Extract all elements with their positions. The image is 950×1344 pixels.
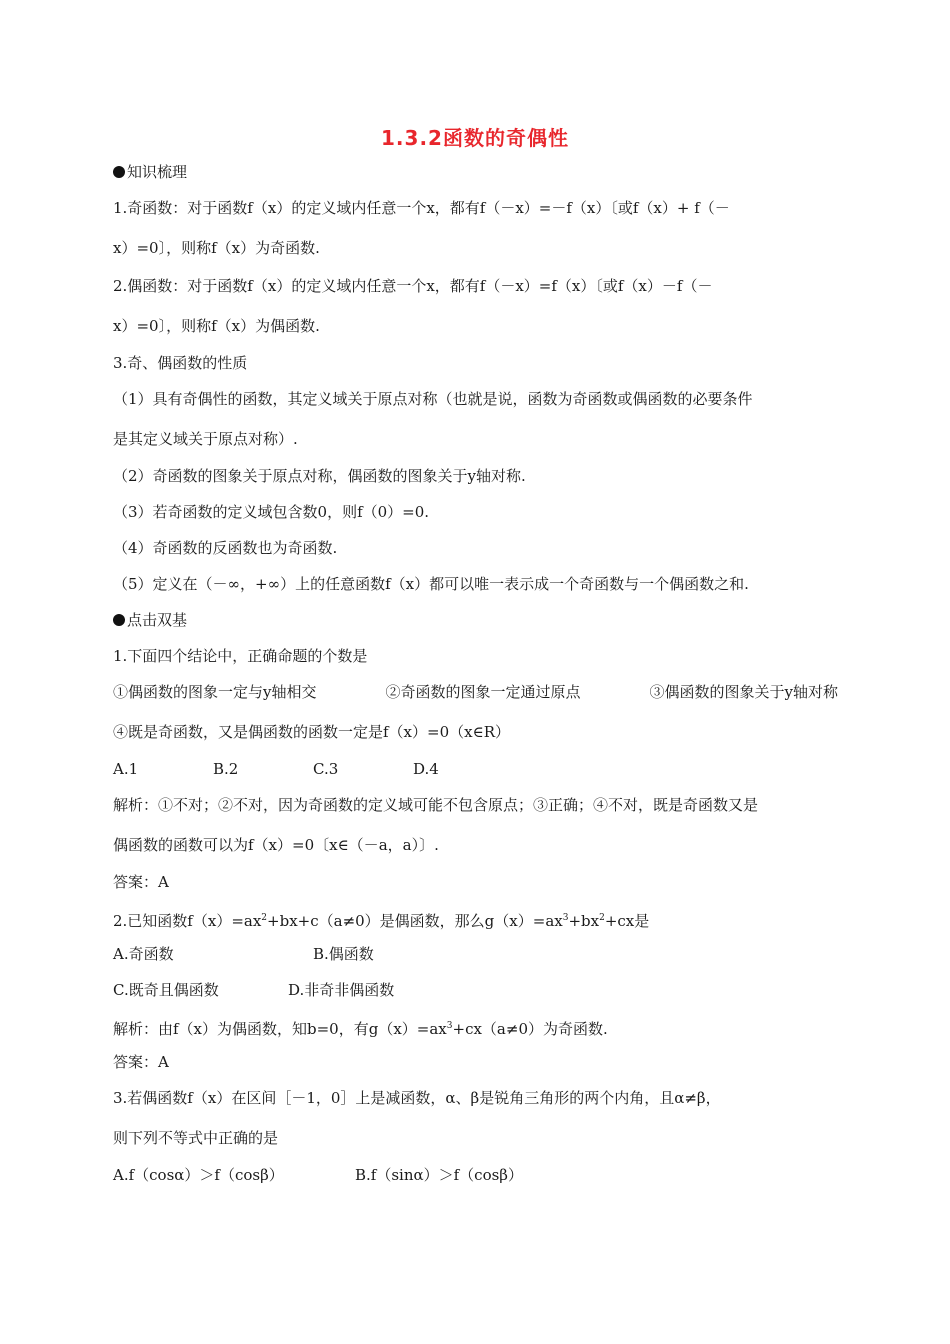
even-function-definition: 2.偶函数：对于函数f（x）的定义域内任意一个x，都有f（－x）=f（x）〔或f（x）－f（－ xyxy=(113,277,713,295)
question-2-options-cd xyxy=(113,980,838,1000)
option-a: A.奇函数 xyxy=(113,945,174,963)
property-1: （1）具有奇偶性的函数，其定义域关于原点对称（也就是说，函数为奇函数或偶函数的必要条件 xyxy=(113,390,753,408)
even-function-definition-cont: x）=0〕，则称f（x）为偶函数. xyxy=(113,317,320,335)
question-1-options xyxy=(113,759,838,779)
superscript: 2 xyxy=(261,913,268,923)
option-d: D.非奇非偶函数 xyxy=(288,981,395,999)
property-2: （2）奇函数的图象关于原点对称，偶函数的图象关于y轴对称. xyxy=(113,467,526,485)
superscript: 3 xyxy=(562,913,569,923)
option-b: B.2 xyxy=(213,760,239,778)
option-b: B.f（sinα）＞f（cosβ） xyxy=(355,1166,523,1184)
property-3: （3）若奇函数的定义域包含数0，则f（0）=0. xyxy=(113,503,430,521)
statement-4: ④既是奇函数，又是偶函数的函数一定是f（x）=0（x∈R） xyxy=(113,723,510,741)
question-3-stem: 3.若偶函数f（x）在区间［－1，0］上是减函数，α、β是锐角三角形的两个内角，且α≠β， xyxy=(113,1089,721,1107)
statement-2: ②奇函数的图象一定通过原点 xyxy=(385,683,581,701)
odd-function-definition-cont: x）=0〕，则称f（x）为奇函数. xyxy=(113,239,320,257)
option-a: A.1 xyxy=(113,760,139,778)
bullet-icon xyxy=(113,166,125,178)
question-1-analysis: 解析：①不对；②不对，因为奇函数的定义域可能不包含原点；③正确；④不对，既是奇函数又是 xyxy=(113,796,759,814)
property-1-cont: 是其定义域关于原点对称）. xyxy=(113,430,298,448)
superscript: 2 xyxy=(599,913,605,923)
question-1-analysis-cont: 偶函数的函数可以为f（x）=0〔x∈（－a，a）〕. xyxy=(113,836,439,854)
properties-heading: 3.奇、偶函数的性质 xyxy=(113,354,248,372)
question-3-options xyxy=(113,1165,838,1185)
property-4: （4）奇函数的反函数也为奇函数. xyxy=(113,539,338,557)
option-b: B.偶函数 xyxy=(313,945,374,963)
question-1-stem: 1.下面四个结论中，正确命题的个数是 xyxy=(113,647,368,665)
page-title: 1.3.2函数的奇偶性 xyxy=(381,126,569,150)
option-d: D.4 xyxy=(413,760,439,778)
option-c: C.既奇且偶函数 xyxy=(113,981,219,999)
question-1-answer: 答案：A xyxy=(113,873,169,891)
property-5: （5）定义在（－∞，+∞）上的任意函数f（x）都可以唯一表示成一个奇函数与一个偶函数之和. xyxy=(113,575,749,593)
statement-3: ③偶函数的图象关于y轴对称 xyxy=(649,683,838,701)
question-2-answer: 答案：A xyxy=(113,1053,169,1071)
question-2-analysis: 解析：由f（x）为偶函数，知b=0，有$g(x)=ax^3+cx(a\ne 0)$为奇函数. xyxy=(113,1020,608,1038)
statement-1: ①偶函数的图象一定与y轴相交 xyxy=(113,683,317,701)
odd-function-definition: 1.奇函数：对于函数f（x）的定义域内任意一个x，都有f（－x）=－f（x）〔或f（x）+ f（－ xyxy=(113,199,730,217)
question-2-options-ab xyxy=(113,944,838,964)
superscript: 3 xyxy=(446,1021,453,1031)
option-a: A.f（cosα）＞f（cosβ） xyxy=(113,1166,284,1184)
question-2-stem: 2.已知函数$f(x)=ax^2+bx+c(a\ne 0)$是偶函数，那么$g(x)=ax^3+bx^2+cx$是 xyxy=(113,912,650,930)
option-c: C.3 xyxy=(313,760,339,778)
section-heading-practice: 点击双基 xyxy=(113,610,838,630)
bullet-icon xyxy=(113,614,125,626)
question-3-stem-cont: 则下列不等式中正确的是 xyxy=(113,1129,279,1147)
question-1-statements xyxy=(113,682,838,702)
section-heading-knowledge: 知识梳理 xyxy=(113,162,838,182)
